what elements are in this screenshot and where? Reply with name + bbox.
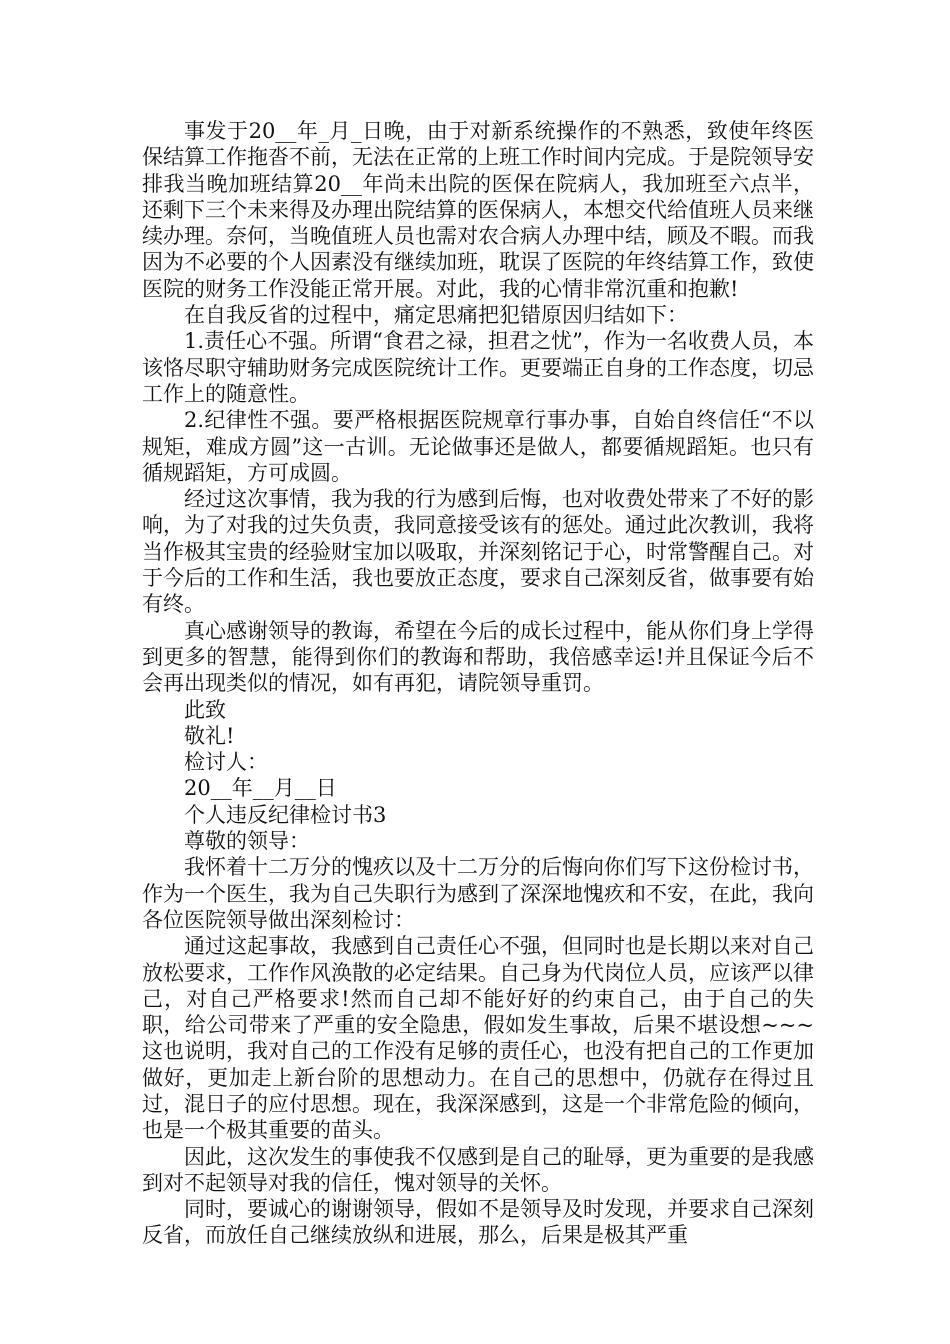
paragraph: 因此，这次发生的事使我不仅感到是自己的耻辱，更为重要的是我感到对不起领导对我的信任，愧对领导的关怀。 [142, 1144, 814, 1195]
greeting-line: 尊敬的领导： [184, 829, 310, 854]
section-title: 个人违反纪律检讨书3 [184, 802, 387, 827]
salutation-line: 此致 [184, 697, 226, 722]
paragraph: 2.纪律性不强。要严格根据医院规章行事办事，自始自终信任“不以规矩，难成方圆”这一古训。无论做事还是做人，都要循规蹈矩。也只有循规蹈矩，方可成圆。 [142, 408, 814, 485]
date-line: 20__年__月__日 [184, 776, 337, 801]
paragraph: 经过这次事情，我为我的行为感到后悔，也对收费处带来了不好的影响，为了对我的过失负责，我同意接受该有的惩处。通过此次教训，我将当作极其宝贵的经验财宝加以吸取，并深刻铭记于心，时常警醒自己。对于今后的工作和生活，我也要放正态度，要求自己深刻反省，做事要有始有终。 [142, 487, 814, 617]
signature-line: 检讨人： [184, 750, 268, 775]
paragraph: 真心感谢领导的教诲，希望在今后的成长过程中，能从你们身上学得到更多的智慧，能得到你们的教诲和帮助，我倍感幸运!并且保证今后不会再出现类似的情况，如有再犯，请院领导重罚。 [142, 618, 814, 696]
salutation-line: 敬礼! [184, 723, 235, 748]
document-body [142, 118, 814, 1249]
paragraph: 我怀着十二万分的愧疚以及十二万分的后悔向你们写下这份检讨书，作为一个医生，我为自己失职行为感到了深深地愧疚和不安，在此，我向各位医院领导做出深刻检讨： [142, 855, 814, 932]
paragraph: 同时，要诚心的谢谢领导，假如不是领导及时发现，并要求自己深刻反省，而放任自己继续放纵和进展，那么，后果是极其严重 [142, 1197, 814, 1248]
paragraph: 1.责任心不强。所谓“食君之禄，担君之忧”，作为一名收费人员，本该恪尽职守辅助财务完成医院统计工作。更要端正自身的工作态度，切忌工作上的随意性。 [142, 329, 814, 406]
paragraph: 事发于20__年_月_日晚，由于对新系统操作的不熟悉，致使年终医保结算工作拖沓不前，无法在正常的上班工作时间内完成。于是院领导安排我当晚加班结算20__年尚未出院的医保在院病人，我加班至六点半，还剩下三个未来得及办理出院结算的医保病人，本想交代给值班人员来继续办理。奈何，当晚值班人员也需对农合病人办理中结，顾及不暇。而我因为不必要的个人因素没有继续加班，耽误了医院的年终结算工作，致使医院的财务工作没能正常开展。对此，我的心情非常沉重和抱歉! [142, 119, 814, 301]
paragraph: 通过这起事故，我感到自己责任心不强，但同时也是长期以来对自己放松要求，工作作风涣散的必定结果。自己身为代岗位人员，应该严以律己，对自己严格要求!然而自己却不能好好的约束自己，由于自己的失职，给公司带来了严重的安全隐患，假如发生事故，后果不堪设想~~~这也说明，我对自己的工作没有足够的责任心，也没有把自己的工作更加做好，更加走上新台阶的思想动力。在自己的思想中，仍就存在得过且过，混日子的应付思想。现在，我深深感到，这是一个非常危险的倾向，也是一个极其重要的苗头。 [142, 934, 814, 1143]
paragraph: 在自我反省的过程中，痛定思痛把犯错原因归结如下： [184, 303, 688, 328]
